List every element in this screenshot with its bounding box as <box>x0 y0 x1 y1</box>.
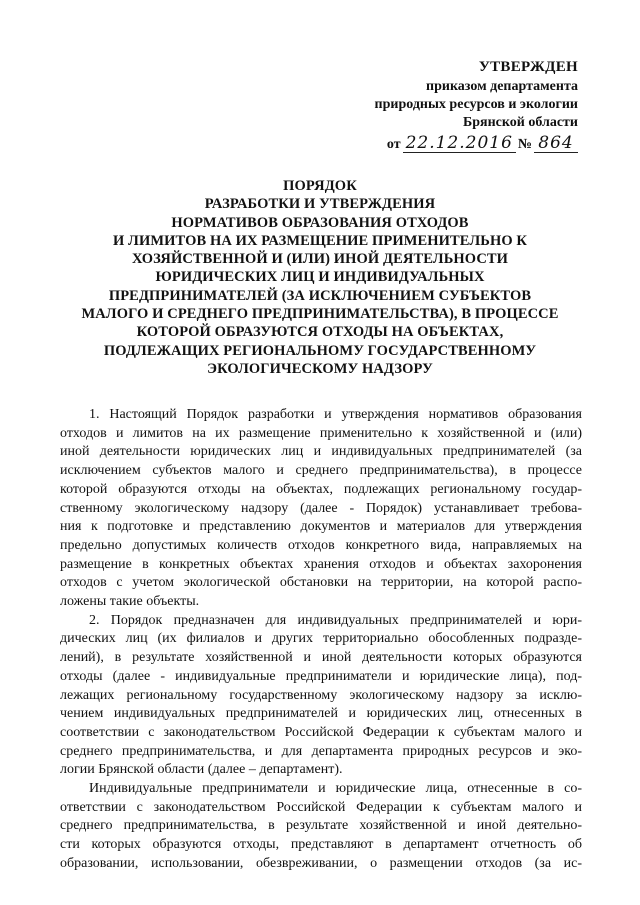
approved-heading: УТВЕРЖДЕН <box>478 59 578 75</box>
paragraph-line: иной деятельности юридических лиц и индивидуальных предпринимателей (за <box>60 444 582 460</box>
approval-line-3: Брянской области <box>462 115 578 130</box>
approval-block <box>375 58 578 154</box>
approval-line-2: природных ресурсов и экологии <box>374 97 578 112</box>
handwritten-number: 864 <box>534 134 578 153</box>
paragraph-line: дических лиц (их филиалов и других территориально обособленных подразде- <box>60 631 582 647</box>
paragraph-line: ложены такие объекты. <box>60 594 200 610</box>
paragraph-line: среднего предпринимательства, в результате хозяйственной и иной деятельно- <box>60 818 582 834</box>
title-line: ПОРЯДОК <box>283 178 357 194</box>
paragraph-line: соответствии с законодательством Российской Федерации к субъектам малого и <box>60 724 582 740</box>
title-line: ПРЕДПРИНИМАТЕЛЕЙ (ЗА ИСКЛЮЧЕНИЕМ СУБЪЕКТОВ <box>108 287 532 304</box>
paragraph-line: среднего предпринимательства, и для департамента природных ресурсов и эко- <box>60 743 582 759</box>
title-line: ЮРИДИЧЕСКИХ ЛИЦ И ИНДИВИДУАЛЬНЫХ <box>155 269 485 286</box>
paragraph-line: которой образуются отходы на объектах, подлежащих региональному государ- <box>60 481 582 497</box>
title-line: И ЛИМИТОВ НА ИХ РАЗМЕЩЕНИЕ ПРИМЕНИТЕЛЬНО К <box>112 232 528 249</box>
paragraph-line: образовании, использовании, обезвреживании, о размещении отходов (за ис- <box>60 855 582 871</box>
paragraph-line: логии Брянской области (далее – департамент). <box>60 762 343 778</box>
paragraph-line: отходов с учетом экологической обстановки на территории, на которой распо- <box>60 575 582 591</box>
paragraph-line: ответствии с законодательством Российской Федерации к субъектам малого и <box>60 799 582 815</box>
paragraph-line: размещение в конкретных объектах хранения отходов и объектах захоронения <box>60 556 582 572</box>
approval-date-line <box>375 134 578 154</box>
paragraph-line: чением индивидуальных предпринимателей и юридических лиц, отнесенных в <box>60 706 582 722</box>
title-line: ЭКОЛОГИЧЕСКОМУ НАДЗОРУ <box>207 360 433 377</box>
title-line: ХОЗЯЙСТВЕННОЙ И (ИЛИ) ИНОЙ ДЕЯТЕЛЬНОСТИ <box>131 251 509 268</box>
paragraph-line: 2. Порядок предназначен для индивидуальных предпринимателей и юри- <box>89 612 582 628</box>
number-prefix: № <box>517 137 532 152</box>
approval-line-1: приказом департамента <box>426 79 578 94</box>
title-line: МАЛОГО И СРЕДНЕГО ПРЕДПРИНИМАТЕЛЬСТВА), В ПРОЦЕССЕ <box>81 306 559 323</box>
paragraph-line: Индивидуальные предприниматели и юридические лица, отнесенные в со- <box>89 781 582 797</box>
paragraph-line: лежащих региональному государственному экологическому надзору за исклю- <box>60 687 582 703</box>
title-line: КОТОРОЙ ОБРАЗУЮТСЯ ОТХОДЫ НА ОБЪЕКТАХ, <box>136 324 504 341</box>
document-title <box>60 177 580 378</box>
paragraph-line: ния к подготовке и представлению документов и материалов для утверждения <box>60 519 582 535</box>
title-line: НОРМАТИВОВ ОБРАЗОВАНИЯ ОТХОДОВ <box>171 214 469 231</box>
paragraph-line: сти которых образуются отходы, представляют в департамент отчетность об <box>60 837 582 853</box>
paragraph-line: предельно допустимых количеств отходов конкретного вида, направляемых на <box>60 537 582 553</box>
title-line: РАЗРАБОТКИ И УТВЕРЖДЕНИЯ <box>204 196 436 213</box>
paragraph-line: ственному экологическому надзору (далее - Порядок) устанавливает требова- <box>60 500 582 516</box>
body-text <box>60 406 582 874</box>
paragraph-line: отходов и лимитов на их размещение применительно к хозяйственной и (или) <box>60 425 582 441</box>
date-prefix: от <box>386 137 401 152</box>
paragraph-line: 1. Настоящий Порядок разработки и утверждения нормативов образования <box>89 407 582 422</box>
paragraph-line: лений), в результате хозяйственной и иной деятельности которых образуются <box>60 650 582 666</box>
title-line: ПОДЛЕЖАЩИХ РЕГИОНАЛЬНОМУ ГОСУДАРСТВЕННОМУ <box>103 342 537 359</box>
paragraph-line: исключением субъектов малого и среднего предпринимательства), в процессе <box>60 463 582 479</box>
paragraph-line: отходы (далее - индивидуальные предприниматели и юридические лица), под- <box>60 668 582 684</box>
handwritten-date: 22.12.2016 <box>403 134 516 153</box>
